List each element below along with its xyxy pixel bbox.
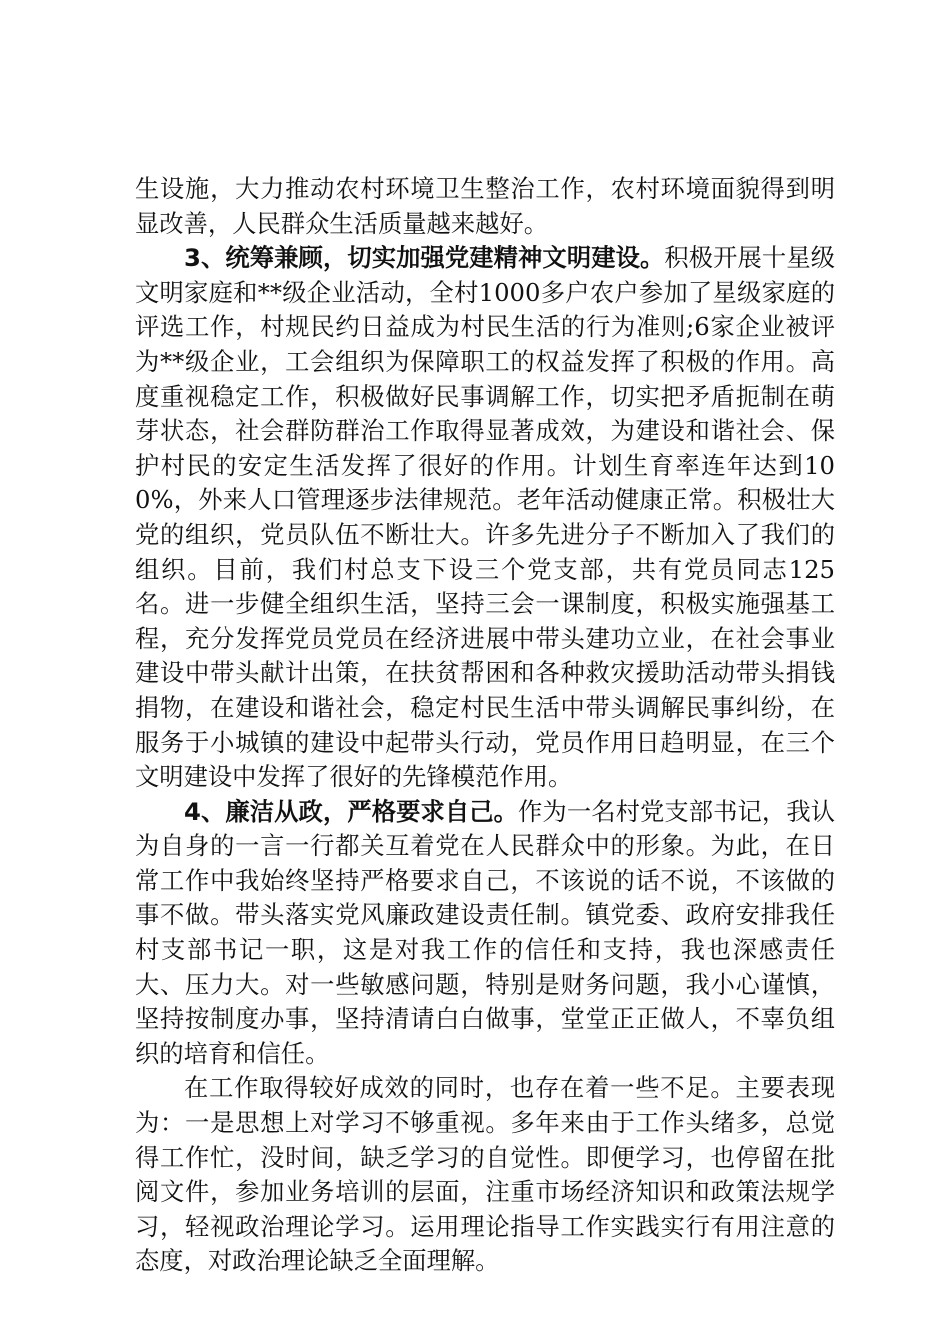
paragraph-body: 积极开展十星级文明家庭和**级企业活动，全村1000多户农户参加了星级家庭的评选工作，村规民约日益成为村民生活的行为准则;6家企业被评为**级企业，工会组织为保障职工的权益发挥了积极的作用。高度重视稳定工作，积极做好民事调解工作，切实把矛盾扼制在萌芽状态，社会群防群治工作取得显著成效，为建设和谐社会、保护村民的安定生活发挥了很好的作用。计划生育率连年达到100%，外来人口管理逐步法律规范。老年活动健康正常。积极壮大党的组织，党员队伍不断壮大。许多先进分子不断加入了我们的组织。目前，我们村总支下设三个党支部，共有党员同志125名。进一步健全组织生活，坚持三会一课制度，积极实施强基工程，充分发挥党员党员在经济进展中带头建功立业，在社会事业建设中带头献计出策，在扶贫帮困和各种救灾援助活动带头捐钱捐物，在建设和谐社会，稳定村民生活中带头调解民事纠纷，在服务于小城镇的建设中起带头行动，党员作用日趋明显，在三个文明建设中发挥了很好的先锋模范作用。 (135, 243, 836, 792)
paragraph-shortcomings (135, 1071, 835, 1279)
paragraph-section-3 (135, 241, 835, 795)
paragraph-body: 生设施，大力推动农村环境卫生整治工作，农村环境面貌得到明显改善，人民群众生活质量越来越好。 (135, 174, 835, 238)
paragraph-continuation (135, 172, 835, 241)
document-page (135, 172, 835, 1279)
paragraph-section-4 (135, 795, 835, 1072)
paragraph-heading: 3、统筹兼顾，切实加强党建精神文明建设。 (184, 243, 665, 273)
paragraph-body: 作为一名村党支部书记，我认为自身的一言一行都关互着党在人民群众中的形象。为此，在日常工作中我始终坚持严格要求自己，不该说的话不说，不该做的事不做。带头落实党风廉政建设责任制。镇党委、政府安排我任村支部书记一职，这是对我工作的信任和支持，我也深感责任大、压力大。对一些敏感问题，特别是财务问题，我小心谨慎，坚持按制度办事，坚持清请白白做事，堂堂正正做人，不辜负组织的培育和信任。 (135, 796, 836, 1068)
paragraph-heading: 4、廉洁从政，严格要求自己。 (184, 796, 519, 826)
paragraph-body: 在工作取得较好成效的同时，也存在着一些不足。主要表现为：一是思想上对学习不够重视。多年来由于工作头绪多，总觉得工作忙，没时间，缺乏学习的自觉性。即便学习，也停留在批阅文件，参加业务培训的层面，注重市场经济知识和政策法规学习，轻视政治理论学习。运用理论指导工作实践实行有用注意的态度，对政治理论缺乏全面理解。 (135, 1073, 835, 1276)
